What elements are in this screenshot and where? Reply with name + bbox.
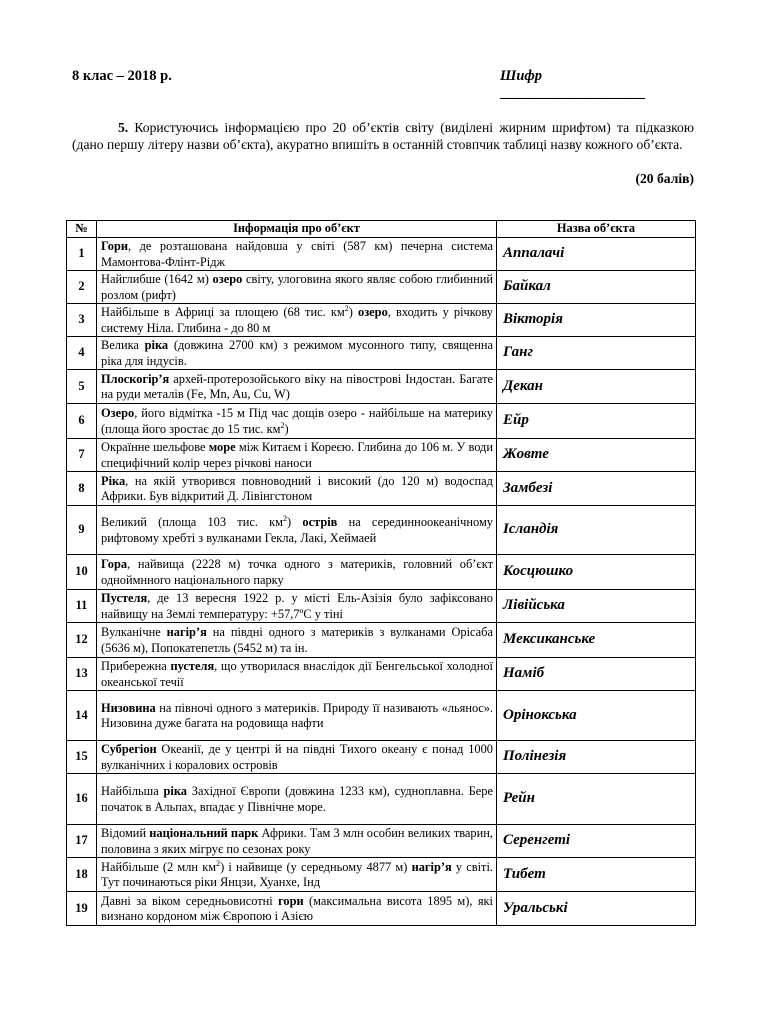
task-text: Користуючись інформацією про 20 об’єктів світу (виділені жирним шрифтом) та підказкою (дано першу літеру назви об’єкта), акуратно впишіть в останній стовпчик таблиці назву кожного об’єкта. [72,120,694,152]
row-number: 19 [67,892,97,926]
header-info: Інформація про об’єкт [97,221,497,238]
info-text: архей-протерозойського віку на півострові Індостан. Багате на руди металів (Fe, Mn, Au, Cu, W) [101,371,493,401]
task-points: (20 балів) [635,171,694,186]
table-row [67,858,696,892]
info-text: Прибережна [101,659,171,673]
row-info [97,825,497,858]
info-text: Найбільше в Африці за площею (68 тис. км [101,305,345,319]
row-number: 9 [67,506,97,555]
info-text: Найбільше (2 млн км [101,859,217,874]
info-text: (максимальна висота 1895 м), які визнано кордоном між Європою і Азією [101,893,493,923]
row-info [97,506,497,555]
info-text: на півдні одного з материків з вулканами Орісаба (5636 м), Попокатепетль (5452 м) та ін. [101,625,493,655]
info-text: , що утворилася внаслідок дії Бенгельської холодної океанської течії [101,659,493,689]
info-keyword: Низовина [101,700,156,715]
row-info [97,439,497,472]
header-row [72,68,690,101]
info-text: , входить у річкову систему Ніла. Глибина - до 80 м [101,305,493,335]
info-keyword: Субрегіон [101,742,157,756]
table-row [67,774,696,825]
row-number: 6 [67,404,97,439]
info-text: у світі. Тут починаються ріки Янцзи, Хуанхе, Інд [101,859,493,889]
row-answer[interactable]: Вікторія [497,304,696,337]
table-body [67,238,696,926]
info-keyword: нагір’я [166,625,207,639]
info-text: Велика [101,338,145,352]
table-row [67,506,696,555]
info-text: на серединноокеанічному рифтовому хребті з вулканами Гекла, Лакі, Хеймаей [101,515,493,545]
row-answer[interactable]: Серенгеті [497,825,696,858]
info-text: ) [287,515,303,529]
row-answer[interactable]: Тибет [497,858,696,892]
row-answer[interactable]: Байкал [497,271,696,304]
row-answer[interactable]: Орінокська [497,691,696,741]
info-text: 2 [283,513,288,523]
table-row [67,370,696,404]
info-keyword: озеро [358,305,388,319]
row-info [97,271,497,304]
cipher-blank-line: ____________________ [500,85,645,101]
info-text: , його відмітка -15 м Під час дощів озеро - найбільше на материку (площа його зростає до 15 тис. км [101,406,493,436]
table-header-row [67,221,696,238]
row-number: 10 [67,555,97,590]
info-text: Західної Європи (довжина 1233 км), судноплавна. Бере початок в Альпах, впадає у Північне море. [101,784,493,814]
row-answer[interactable]: Наміб [497,658,696,691]
info-text: , де 13 вересня 1922 р. у місті Ель-Азізія було зафіксовано найвищу на Землі температуру: +57,7ºС у тіні [101,591,493,621]
info-keyword: Плоскогір’я [101,371,170,386]
info-text: Найглибше (1642 м) [101,272,213,286]
row-number: 5 [67,370,97,404]
row-number: 16 [67,774,97,825]
row-number: 2 [67,271,97,304]
cipher-label: Шифр [500,68,543,84]
info-keyword: острів [302,515,338,529]
row-answer[interactable]: Ейр [497,404,696,439]
grade-year: 8 клас – 2018 р. [72,68,172,84]
info-keyword: озеро [212,272,243,286]
info-text: Окраїнне шельфове [101,440,209,454]
row-number: 4 [67,337,97,370]
info-text: Відомий [101,826,150,840]
row-info [97,555,497,590]
row-answer[interactable]: Замбезі [497,472,696,506]
row-info [97,658,497,691]
info-text: ) [348,305,358,319]
info-text: на півночі одного з материків. Природу її називають «льяноc». Низовина дуже багата на родовища нафти [101,700,493,730]
row-number: 7 [67,439,97,472]
info-keyword: національний парк [149,826,259,840]
row-answer[interactable]: Ганг [497,337,696,370]
info-text: Африки. Там 3 млн особин великих тварин, половина з яких мігрує по сезонах року [101,826,493,856]
info-keyword: Ріка [101,473,126,488]
info-text: між Китаєм і Кореєю. Глибина до 106 м. У води специфічний колір через річкові наноси [101,440,493,470]
row-info [97,370,497,404]
info-text: , де розташована найдовша у світі (587 км) печерна система Мамонтова-Флінт-Рідж [101,239,493,269]
task-number: 5. [118,120,129,135]
table-row [67,238,696,271]
info-text: ) і найвище (у середньому 4877 м) [220,859,412,874]
row-number: 3 [67,304,97,337]
info-text: Давні за віком середньовисотні [101,893,279,908]
row-number: 17 [67,825,97,858]
row-info [97,858,497,892]
info-text: 2 [216,858,221,868]
row-answer[interactable]: Лівійська [497,590,696,623]
table-row [67,555,696,590]
table-row [67,623,696,658]
info-keyword: ріка [144,338,169,352]
info-text: , найвища (2228 м) точка одного з материків, головний об’єкт одноймнного національного парку [101,557,493,587]
info-text: Великий (площа 103 тис. км [101,515,284,529]
info-keyword: Озеро [101,406,135,420]
row-info [97,741,497,774]
row-answer[interactable]: Полінезія [497,741,696,774]
row-info [97,623,497,658]
row-number: 15 [67,741,97,774]
table-row [67,741,696,774]
info-keyword: пустеля [170,659,215,673]
row-number: 14 [67,691,97,741]
info-text: Найбільша [101,784,164,798]
row-info [97,337,497,370]
table-row [67,825,696,858]
table-row [67,271,696,304]
info-text: 2 [344,303,349,313]
info-keyword: ріка [163,784,187,798]
info-text: , на якій утворився повноводний і високий (до 120 м) водоспад Африки. Був відкритий Д. Лівінгстоном [101,473,493,503]
info-text: 2 [280,420,285,430]
row-info [97,774,497,825]
info-text: Вулканічне [101,625,167,639]
row-info [97,404,497,439]
row-number: 12 [67,623,97,658]
row-info [97,892,497,926]
row-answer[interactable]: Ісландія [497,506,696,555]
info-keyword: море [208,440,236,454]
table-row [67,439,696,472]
table-row [67,691,696,741]
row-info [97,691,497,741]
row-number: 8 [67,472,97,506]
row-number: 18 [67,858,97,892]
row-number: 11 [67,590,97,623]
row-info [97,472,497,506]
cipher-field [500,68,690,102]
info-keyword: Пустеля [101,591,148,605]
row-info [97,304,497,337]
header-name: Назва об’єкта [497,221,696,238]
table-row [67,590,696,623]
table-row [67,404,696,439]
info-text: (довжина 2700 км) з режимом мусонного типу, священна ріка для індусів. [101,338,493,368]
row-number: 13 [67,658,97,691]
info-text: Океанії, де у центрі й на півдні Тихого океану є понад 1000 вулканічних і коралових островів [101,742,493,772]
info-text: світу, улоговина якого являє собою глибинний розлом (рифт) [101,272,493,302]
row-answer[interactable]: Декан [497,370,696,404]
info-text: ) [284,421,289,436]
row-info [97,238,497,271]
row-number: 1 [67,238,97,271]
row-info [97,590,497,623]
info-keyword: Гора [101,557,128,571]
row-answer[interactable]: Уральські [497,892,696,926]
row-answer[interactable]: Жовте [497,439,696,472]
info-keyword: гори [278,893,304,908]
row-answer[interactable]: Косцюшко [497,555,696,590]
info-keyword: Гори [101,239,129,253]
header-number: № [67,221,97,238]
table-row [67,472,696,506]
row-answer[interactable]: Рейн [497,774,696,825]
table-row [67,892,696,926]
row-answer[interactable]: Аппалачі [497,238,696,271]
row-answer[interactable]: Мексиканське [497,623,696,658]
objects-table [66,220,696,926]
table-row [67,304,696,337]
table-row [67,337,696,370]
task-instructions [72,119,694,153]
table-row [67,658,696,691]
info-keyword: нагір’я [411,859,452,874]
